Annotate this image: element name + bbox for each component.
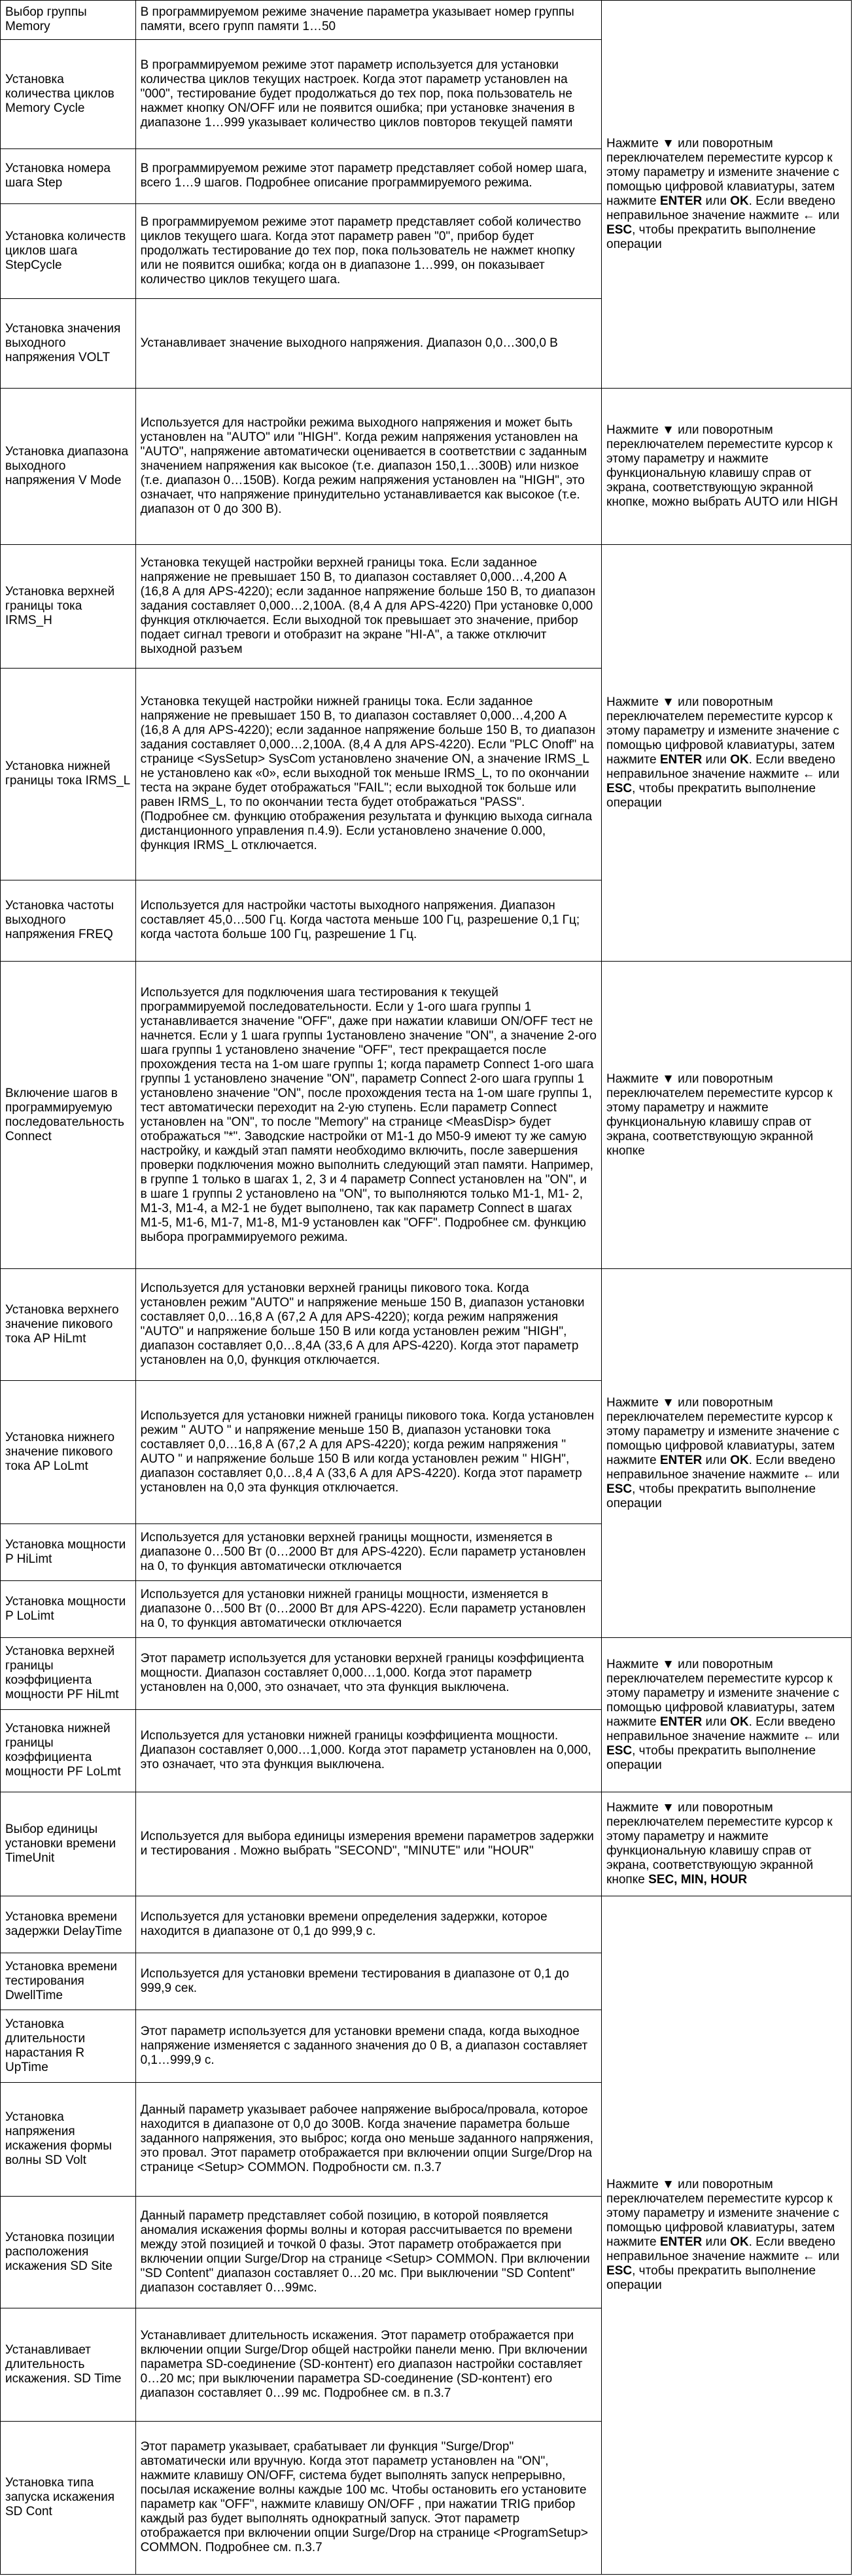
instruction-text: Нажмите [606, 1395, 663, 1410]
instruction-text: . Если введено неправильное значение нажмите ← или [606, 194, 840, 222]
parameter-description-cell: Этот параметр используется для установки времени спада, когда выходное напряжение изменяется с заданного значения до 0 В, а диапазон составляет 0,1…999,9 с. [135, 2010, 601, 2083]
parameter-description-cell: Используется для установки времени тестирования в диапазоне от 0,1 до 999,9 сек. [135, 1953, 601, 2010]
parameter-name-cell: Установка значения выходного напряжения VOLT [1, 299, 136, 388]
operation-instructions-cell [602, 388, 852, 544]
instruction-text: или поворотным переключателем переместите курсор к этому параметру и измените значение с помощью цифровой клавиатуры, затем нажмите [606, 2177, 839, 2249]
table-row [1, 1269, 852, 1381]
instruction-text: ▼ [662, 423, 674, 437]
parameter-name-cell: Установка длительности нарастания R UpTime [1, 2010, 136, 2083]
key-name: ESC [606, 781, 633, 795]
table-row [1, 962, 852, 1269]
parameter-name-cell: Установка времени задержки DelayTime [1, 1896, 136, 1953]
parameter-description-cell: Используется для установки нижней границы мощности, изменяется в диапазоне 0…500 Вт (0…2000 Вт для APS-4220). Если параметр установлен на 0, то функция автоматически отключается [135, 1580, 601, 1637]
operation-instructions-cell [602, 1792, 852, 1896]
parameter-name-cell: Установка нижнего значение пикового тока AP LoLmt [1, 1381, 136, 1523]
parameter-description-cell: Установка текущей настройки нижней границы тока. Если заданное напряжение не превышает 150 В, то диапазон составляет 0,000…4,200 А (16,8 А для APS-4220); если заданное напряжение больше 150 В, то диапазон задания составляет 0,000…2,100А. (8,4 А для APS-4220). Если "PLC Onoff" на странице <SysSetup> SysCom установлено значение ON, а значение IRMS_L не установлено как «0», если выходной ток меньше IRMS_L, то по окончании теста на экране будет отображаться "FAIL"; если выходной ток больше или равен IRMS_L, то по окончании теста будет отображаться "PASS". (Подробнее см. функцию отображения результата и функцию выхода сигнала дистанционного управления п.4.9). Если установлено значение 0.000, функция IRMS_L отключается. [135, 669, 601, 880]
parameter-description-cell: Используется для установки верхней границы мощности, изменяется в диапазоне 0…500 Вт (0…2000 Вт для APS-4220). Если параметр установлен на 0, то функция автоматически отключается [135, 1523, 601, 1580]
parameter-name-cell: Выбор единицы установки времени TimeUnit [1, 1792, 136, 1896]
parameter-description-cell: Используется для подключения шага тестирования к текущей программируемой последовательности. Если у 1-ого шага группы 1 устанавливается значение "OFF", даже при нажатии клавиши ON/OFF тест не начнется. Если у 1 шага группы 1установлено значение "ON", а значение 2-ого шага группы 1 установлено значение "OFF", тест прекращается после прохождения теста на 1-ом шаге группы 1; когда параметр Connect 1-ого шага группы 1 установлено значение "ON", параметр Connect 2-ого шага группы 1 установлено значение "ON", после прохождения теста на 1-ом шаге группы 1, тест автоматически переходит на 2-ую ступень. Если параметр Connect установлен на "ON", то после "Memory" на странице <MeasDisp> будет отображаться "*". Заводские настройки от M1-1 до M50-9 имеют ту же самую настройку, и каждый этап памяти необходимо включить, после завершения проверки подключения можно выполнить следующий этап памяти. Например, в группе 1 только в шагах 1, 2, 3 и 4 параметр Connect установлен на "ON", и в шаге 1 группы 2 установлено на "ON", то выполняются только M1-1, M1- 2, M1-3, M1-4, а M2-1 не будет выполнено, так как параметр Connect в шагах M1-5, M1-6, M1-7, M1-8, M1-9 установлен как "OFF". Подробнее см. функцию выбора программируемого режима. [135, 962, 601, 1269]
parameter-description-cell: Этот параметр используется для установки верхней границы коэффициента мощности. Диапазон составляет 0,000…1,000. Когда этот параметр установлен на 0,000, это означает, что эта функция выключена. [135, 1638, 601, 1710]
parameter-name-cell: Установка типа запуска искажения SD Cont [1, 2421, 136, 2574]
parameter-name-cell: Установка мощности P HiLimt [1, 1523, 136, 1580]
parameter-description-cell: Используется для установки нижней границы пикового тока. Когда установлен режим " AUTO " и напряжение меньше 150 В, диапазон установки тока составляет 0,0…16,8 А (67,2 А для APS-4220); когда режим напряжения " AUTO " и напряжение больше 150 В или когда установлен режим " HIGH", диапазон составляет 0,0…8,4 А (33,6 А для APS-4220). Когда этот параметр установлен на 0,0 эта функция отключается. [135, 1381, 601, 1523]
key-name: ENTER [659, 2235, 703, 2249]
parameter-name-cell: Включение шагов в программируемую последовательность Connect [1, 962, 136, 1269]
parameter-name-cell: Установка номера шага Step [1, 148, 136, 203]
instruction-text: или поворотным переключателем переместите курсор к этому параметру и измените значение с помощью цифровой клавиатуры, затем нажмите [606, 695, 839, 767]
instruction-text: или поворотным переключателем переместите курсор к этому параметру и нажмите функциональную клавишу справ от экрана, соответствующую экранной кнопке [606, 1800, 833, 1887]
instruction-text: , чтобы прекратить выполнение операции [606, 222, 816, 251]
instruction-text: Нажмите [606, 1657, 663, 1671]
operation-instructions-cell [602, 1896, 852, 2574]
instruction-text: Нажмите [606, 1800, 663, 1815]
parameter-name-cell: Установка мощности P LoLimt [1, 1580, 136, 1637]
instruction-text: или поворотным переключателем переместите курсор к этому параметру и нажмите функциональную клавишу справ от экрана, соответствующую экранной кнопке, можно выбрать AUTO или HIGH [606, 423, 838, 509]
instruction-text: , чтобы прекратить выполнение операции [606, 781, 816, 810]
instruction-text: Нажмите [606, 2177, 663, 2191]
instruction-text: , чтобы прекратить выполнение операции [606, 1482, 816, 1510]
table-row [1, 544, 852, 668]
instruction-text: или поворотным переключателем переместите курсор к этому параметру и нажмите функциональную клавишу справ от экрана, соответствующую экранной кнопке [606, 1071, 833, 1158]
instruction-text: или [702, 752, 731, 767]
instruction-text: или поворотным переключателем переместите курсор к этому параметру и измените значение с помощью цифровой клавиатуры, затем нажмите [606, 1657, 839, 1729]
instruction-text: или [702, 2235, 731, 2249]
parameter-description-cell: Данный параметр представляет собой позицию, в которой появляется аномалия искажения формы волны и которая рассчитывается по времени между этой позицией и точкой 0 фазы. Этот параметр отображается при включении опции Surge/Drop на странице <Setup> COMMON. При включении "SD Content" диапазон составляет 0…20 мс. При выключении "SD Content" диапазон составляет 0…99мс. [135, 2197, 601, 2308]
parameter-description-cell: Устанавливает значение выходного напряжения. Диапазон 0,0…300,0 В [135, 299, 601, 388]
instruction-text: или поворотным переключателем переместите курсор к этому параметру и измените значение с помощью цифровой клавиатуры, затем нажмите [606, 1395, 839, 1467]
parameter-description-cell: Устанавливает длительность искажения. Этот параметр отображается при включении опции Surge/Drop общей настройки панели меню. При включении параметра SD-соединение (SD-контент) его диапазон настройки составляет 0…20 мс; при выключении параметра SD-соединение (SD-контент) его диапазон составляет 0…99 мс. Подробнее см. в п.3.7 [135, 2308, 601, 2421]
parameter-name-cell: Установка нижней границы тока IRMS_L [1, 669, 136, 880]
table-row [1, 388, 852, 544]
key-name: OK [730, 752, 749, 767]
instruction-text: Нажмите [606, 136, 663, 150]
instruction-text: ▼ [662, 1395, 674, 1410]
table-row [1, 1792, 852, 1896]
parameter-description-cell: Используется для настройки частоты выходного напряжения. Диапазон составляет 45,0…500 Гц. Когда частота меньше 100 Гц, разрешение 0,1 Гц; когда частота больше 100 Гц, разрешение 1 Гц. [135, 880, 601, 961]
key-name: OK [730, 2235, 749, 2249]
key-name: ENTER [659, 1714, 703, 1729]
operation-instructions-cell [602, 544, 852, 961]
instruction-text: . Если введено неправильное значение нажмите ← или [606, 2235, 840, 2263]
key-name: ESC [606, 1743, 633, 1758]
key-name: ENTER [659, 752, 703, 767]
parameter-description-cell: В программируемом режиме этот параметр представляет собой количество циклов текущего шага. Когда этот параметр равен "0", прибор будет продолжать тестирование до тех пор, пока пользователь не нажмет кнопку или не появится ошибка; когда он в диапазоне 1…999, он показывает количество циклов текущего шага. [135, 203, 601, 299]
parameter-description-cell: В программируемом режиме значение параметра указывает номер группы памяти, всего групп памяти 1…50 [135, 1, 601, 40]
parameter-description-cell: Используется для установки нижней границы коэффициента мощности. Диапазон составляет 0,000…1,000. Когда этот параметр установлен на 0,000, это означает, что эта функция выключена. [135, 1709, 601, 1792]
parameter-name-cell: Установка частоты выходного напряжения FREQ [1, 880, 136, 961]
key-name: ESC [606, 1482, 633, 1496]
instruction-text: ▼ [662, 1657, 674, 1671]
parameter-name-cell: Установка верхней границы тока IRMS_H [1, 544, 136, 668]
instruction-text: или [702, 1453, 731, 1467]
parameter-description-cell: Используется для установки верхней границы пикового тока. Когда установлен режим "AUTO" и напряжение меньше 150 В, диапазон установки составляет 0,0…16,8 А (67,2 А для APS-4220); когда режим напряжения "AUTO" и напряжение больше 150 В или когда установлен режим "HIGH", диапазон составляет 0,0…8,4А (33,6 А для APS-4220). Когда этот параметр установлен на 0,0, функция отключается. [135, 1269, 601, 1381]
key-name: ESC [606, 222, 633, 237]
instruction-text: . Если введено неправильное значение нажмите ← или [606, 752, 840, 781]
parameter-description-cell: Используется для выбора единицы измерения времени параметров задержки и тестирования . Можно выбрать "SECOND", "MINUTE" или "HOUR" [135, 1792, 601, 1896]
parameter-name-cell: Установка количества циклов Memory Cycle [1, 39, 136, 148]
parameter-name-cell: Выбор группы Memory [1, 1, 136, 40]
parameter-description-cell: Установка текущей настройки верхней границы тока. Если заданное напряжение не превышает 150 В, то диапазон составляет 0,000…4,200 А (16,8 А для APS-4220); если заданное напряжение больше 150 В, то диапазон задания составляет 0,000…2,100А. (8,4 А для APS-4220) При установке 0,000 функция отключается. Если выходной ток превышает это значение, прибор подает сигнал тревоги и отобразит на экране "HI-A", а также отключит выходной разъем [135, 544, 601, 668]
parameter-name-cell: Установка диапазона выходного напряжения V Mode [1, 388, 136, 544]
instruction-text: Нажмите [606, 695, 663, 709]
instruction-text: . Если введено неправильное значение нажмите ← или [606, 1453, 840, 1482]
operation-instructions-cell [602, 1, 852, 389]
parameter-description-cell: Используется для установки времени определения задержки, которое находится в диапазоне от 0,1 до 999,9 с. [135, 1896, 601, 1953]
instruction-text: ▼ [662, 2177, 674, 2191]
key-name: ENTER [659, 1453, 703, 1467]
table-row [1, 1, 852, 40]
instruction-text: Нажмите [606, 1071, 663, 1086]
key-name: ESC [606, 2263, 633, 2278]
parameter-name-cell: Установка верхнего значение пикового тока AP HiLmt [1, 1269, 136, 1381]
key-name: OK [730, 194, 749, 208]
parameter-description-cell: Этот параметр указывает, срабатывает ли функция "Surge/Drop" автоматически или вручную. Когда этот параметр установлен на "ON", нажмите клавишу ON/OFF, система будет выполнять запуск непрерывно, посылая искажение волны каждые 100 мс. Чтобы остановить его установите параметр как "OFF", нажмите клавишу ON/OFF , при нажатии TRIG прибор каждый раз будет выполнять однократный запуск. Этот параметр отображается при включении опции Surge/Drop на странице <ProgramSetup> COMMON. Подробнее см. п.3.7 [135, 2421, 601, 2574]
parameter-description-cell: В программируемом режиме этот параметр представляет собой номер шага, всего 1…9 шагов. Подробнее описание программируемого режима. [135, 148, 601, 203]
key-name: OK [730, 1714, 749, 1729]
instruction-text: или поворотным переключателем переместите курсор к этому параметру и измените значение с помощью цифровой клавиатуры, затем нажмите [606, 136, 839, 208]
parameter-name-cell: Устанавливает длительность искажения. SD Time [1, 2308, 136, 2421]
parameter-name-cell: Установка количеств циклов шага StepCycle [1, 203, 136, 299]
instruction-text: ▼ [662, 136, 674, 150]
parameter-name-cell: Установка позиции расположения искажения SD Site [1, 2197, 136, 2308]
operation-instructions-cell [602, 1269, 852, 1638]
key-name: SEC, MIN, HOUR [648, 1872, 748, 1887]
table-row [1, 1896, 852, 1953]
parameter-description-cell: Данный параметр указывает рабочее напряжение выброса/провала, которое находится в диапазоне от 0,0 до 300В. Когда значение параметра больше заданного напряжения, это выброс; когда оно меньше заданного напряжения, это провал. Этот параметр отображается при включении опции Surge/Drop на странице <Setup> COMMON. Подробности см. п.3.7 [135, 2082, 601, 2196]
parameter-table-body [1, 1, 852, 2575]
instruction-text: или [702, 194, 731, 208]
parameter-name-cell: Установка времени тестирования DwellTime [1, 1953, 136, 2010]
instruction-text: , чтобы прекратить выполнение операции [606, 2263, 816, 2292]
instruction-text: ▼ [662, 695, 674, 709]
table-row [1, 1638, 852, 1710]
parameter-description-cell: Используется для настройки режима выходного напряжения и может быть установлен на "AUTO" или "HIGH". Когда режим напряжения установлен на "AUTO", напряжение автоматически оценивается в соответствии с заданным значением напряжения как высокое (т.е. диапазон 150,1…300В) или низкое (т.е. диапазон 0…150В). Когда режим напряжения установлен на "HIGH", это означает, что напряжение принудительно устанавливается как высокое (т.е. диапазон от 0 до 300 В). [135, 388, 601, 544]
parameter-name-cell: Установка нижней границы коэффициента мощности PF LoLmt [1, 1709, 136, 1792]
key-name: OK [730, 1453, 749, 1467]
operation-instructions-cell [602, 962, 852, 1269]
parameter-description-cell: В программируемом режиме этот параметр используется для установки количества циклов текущих настроек. Когда этот параметр установлен на "000", тестирование будет продолжаться до тех пор, пока пользователь не нажмет кнопку ON/OFF или не появится ошибка; при установке значения в диапазоне 1…999 указывает количество циклов повторов текущей памяти [135, 39, 601, 148]
key-name: ENTER [659, 194, 703, 208]
instruction-text: ▼ [662, 1071, 674, 1086]
instruction-text: . Если введено неправильное значение нажмите ← или [606, 1714, 840, 1743]
parameter-name-cell: Установка верхней границы коэффициента мощности PF HiLmt [1, 1638, 136, 1710]
parameter-name-cell: Установка напряжения искажения формы волны SD Volt [1, 2082, 136, 2196]
instruction-text: , чтобы прекратить выполнение операции [606, 1743, 816, 1772]
operation-instructions-cell [602, 1638, 852, 1792]
instruction-text: или [702, 1714, 731, 1729]
instruction-text: Нажмите [606, 423, 663, 437]
instruction-text: ▼ [662, 1800, 674, 1815]
